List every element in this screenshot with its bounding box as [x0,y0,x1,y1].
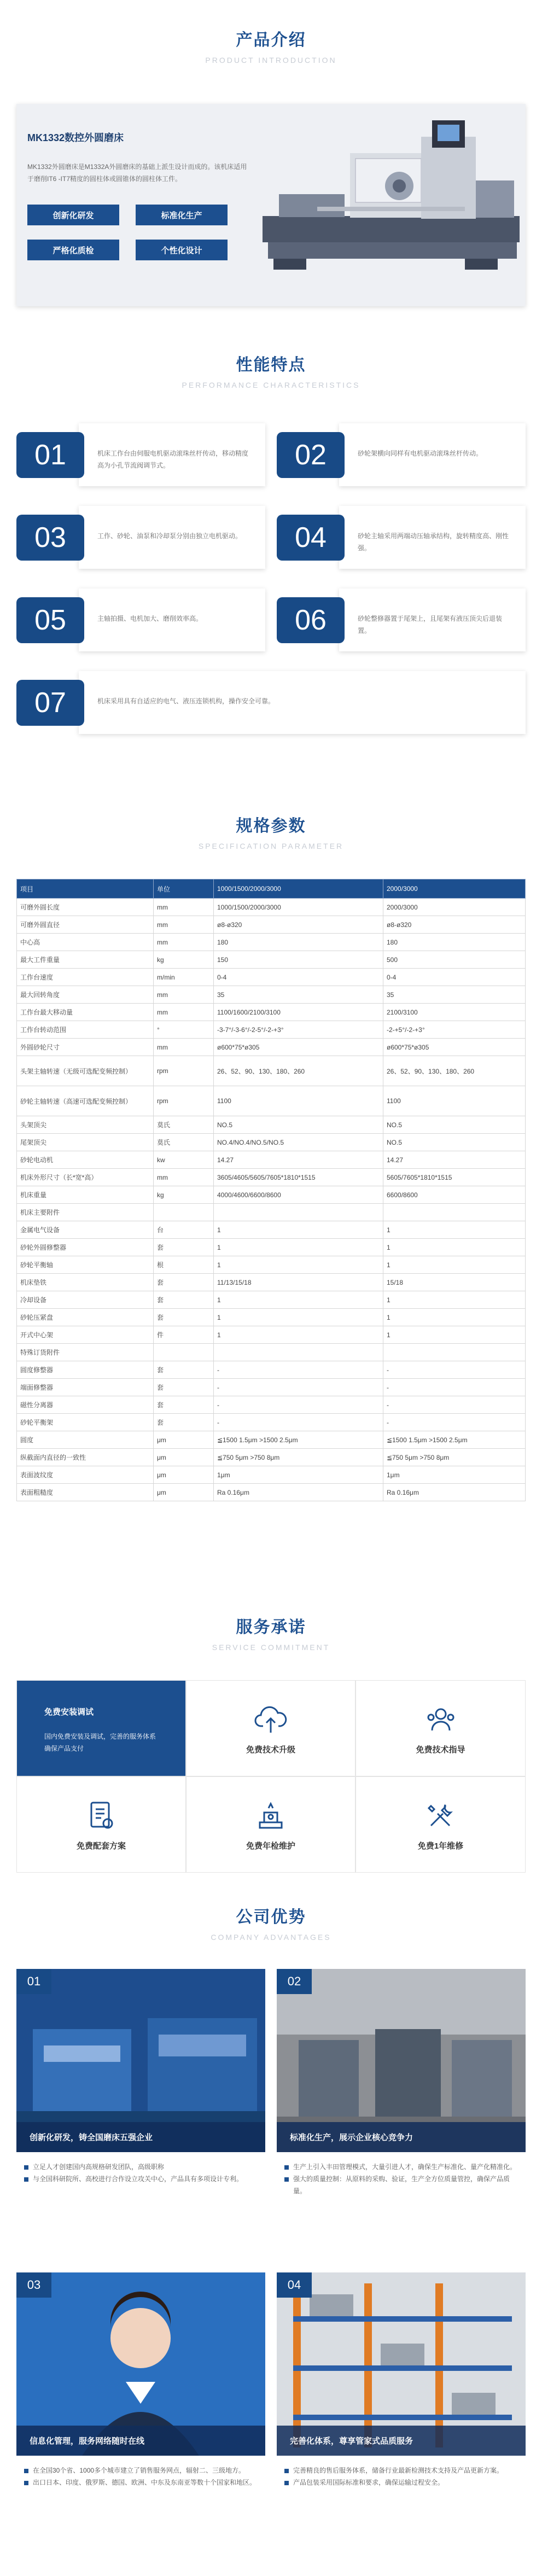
spec-cell: 2100/3100 [383,1004,526,1021]
spec-cell: 1100 [214,1086,383,1116]
spec-cell [154,1344,214,1361]
spec-cell: 3605/4605/5605/7605*1810*1515 [214,1169,383,1186]
spec-cell: 最大回转角度 [17,986,154,1004]
spec-cell: 台 [154,1221,214,1239]
advantage-list [16,2456,265,2576]
advantage-caption: 完善化体系，尊享管家式品质服务 [277,2426,526,2456]
specs-section [0,807,542,1608]
spec-table-body [17,899,526,1501]
tag-standard-button[interactable]: 标准化生产 [136,205,228,225]
spec-cell: - [383,1361,526,1379]
spec-cell: - [383,1414,526,1431]
spec-cell: - [214,1414,383,1431]
spec-cell: 5605/7605*1810*1515 [383,1169,526,1186]
spec-cell: 35 [383,986,526,1004]
feature-text: 工作、砂轮、油泵和冷却泵分别由独立电机驱动。 [79,506,265,569]
feature-text: 主轴拍摄、电机加大、磨削效率高。 [79,588,265,651]
spec-row [17,1274,526,1291]
maintenance-icon [253,1798,288,1833]
spec-cell: 0-4 [214,969,383,986]
spec-row [17,1484,526,1501]
spec-row [17,1361,526,1379]
spec-cell: mm [154,916,214,934]
spec-row [17,1151,526,1169]
spec-cell [214,1344,383,1361]
spec-cell: 1 [214,1239,383,1256]
spec-cell: 磁性分离器 [17,1396,154,1414]
feature-item [277,506,526,569]
spec-cell: 砂轮压紧盘 [17,1309,154,1326]
spec-cell: 500 [383,951,526,969]
spec-cell: 1 [214,1326,383,1344]
feature-text: 砂轮整修器置于尾架上，且尾架有液压顶尖后退装置。 [339,588,526,651]
spec-cell: 14.27 [214,1151,383,1169]
spec-cell: 6600/8600 [383,1186,526,1204]
spec-cell: 圆度 [17,1431,154,1449]
spec-cell: 件 [154,1326,214,1344]
feature-item [16,506,265,569]
product-tag-buttons [27,205,257,260]
advantage-caption: 创新化研发，铸全国磨床五强企业 [16,2122,265,2152]
spec-cell: 1 [383,1256,526,1274]
spec-cell: 冷却设备 [17,1291,154,1309]
spec-cell: 15/18 [383,1274,526,1291]
spec-cell: 机床垫铁 [17,1274,154,1291]
product-section [0,0,542,339]
advantage-image [277,2272,526,2456]
spec-cell: -2-+5°/-2-+3° [383,1021,526,1039]
wrench-screwdriver-icon [423,1798,458,1833]
spec-cell: 砂轮平衡轴 [17,1256,154,1274]
spec-cell: 根 [154,1256,214,1274]
spec-cell: ° [154,1021,214,1039]
spec-cell: 1 [383,1326,526,1344]
spec-cell: 头架顶尖 [17,1116,154,1134]
advantage-line: 在全国30个省、1000多个城市建立了销售服务网点，辐射二、三级地方。 [24,2464,258,2476]
feature-number: 03 [16,515,84,561]
spec-cell: 26、52、90、130、180、260 [214,1056,383,1086]
advantage-number: 02 [277,1969,312,1994]
spec-cell: 1 [383,1239,526,1256]
service-install-title: 免费安装调试 [44,1707,94,1717]
features-header [0,351,542,389]
spec-cell: 套 [154,1291,214,1309]
spec-row [17,1086,526,1116]
spec-cell: 最大工件重量 [17,951,154,969]
spec-cell: NO.5 [214,1116,383,1134]
spec-cell: 套 [154,1361,214,1379]
spec-row [17,1056,526,1086]
product-info [16,104,257,306]
spec-cell: 1 [214,1309,383,1326]
advantages-grid [16,1969,526,2576]
advantage-number: 01 [16,1969,51,1994]
spec-cell: - [383,1379,526,1396]
spec-cell: ≦750 5μm >750 8μm [383,1449,526,1466]
spec-header-cell: 项目 [17,879,154,899]
features-section [0,339,542,807]
service-item [16,1776,186,1873]
product-header [0,26,542,65]
spec-cell: 套 [154,1414,214,1431]
feature-number: 07 [16,680,84,726]
spec-cell: - [214,1361,383,1379]
spec-row [17,1134,526,1151]
advantage-caption: 信息化管理，服务网络随时在线 [16,2426,265,2456]
feature-number: 04 [277,515,345,561]
spec-cell: 套 [154,1239,214,1256]
spec-cell: 端面修整器 [17,1379,154,1396]
spec-cell: Ra 0.16μm [214,1484,383,1501]
spec-row [17,951,526,969]
spec-row [17,1326,526,1344]
service-grid [16,1680,526,1873]
specs-title: 规格参数 [236,817,306,835]
spec-cell: μm [154,1484,214,1501]
product-subtitle: PRODUCT INTRODUCTION [205,56,337,65]
spec-cell: kw [154,1151,214,1169]
service-install-desc: 国内免费安装及调试，完善的服务体系确保产品支付 [44,1733,156,1752]
spec-cell: μm [154,1466,214,1484]
spec-cell: mm [154,986,214,1004]
service-title: 服务承诺 [236,1618,306,1636]
spec-cell: 0-4 [383,969,526,986]
spec-header-cell: 单位 [154,879,214,899]
spec-row [17,986,526,1004]
advantage-image [16,1969,265,2152]
machine-image [257,104,526,306]
spec-cell: -3-7°/-3-6°/-2-5°/-2-+3° [214,1021,383,1039]
spec-cell: 26、52、90、130、180、260 [383,1056,526,1086]
advantage-number: 03 [16,2272,51,2298]
spec-table-header [17,879,526,899]
feature-item [277,588,526,651]
spec-cell: ø8-ø320 [383,916,526,934]
spec-cell: rpm [154,1056,214,1086]
spec-cell: 1 [214,1256,383,1274]
service-subtitle: SERVICE COMMITMENT [212,1643,330,1652]
spec-cell: 套 [154,1379,214,1396]
tag-quality-button[interactable]: 严格化质检 [27,240,119,260]
advantages-subtitle: COMPANY ADVANTAGES [211,1933,331,1942]
advantage-card [16,2272,265,2576]
spec-cell: 1100 [383,1086,526,1116]
spec-cell: m/min [154,969,214,986]
spec-cell: 1 [383,1221,526,1239]
advantage-line: 强大的质量控制：从原料的采购、验证，生产全方位质量管控，确保产品质量。 [284,2173,518,2197]
spec-row [17,1379,526,1396]
features-title: 性能特点 [236,356,306,374]
spec-cell: - [383,1396,526,1414]
spec-cell: 开式中心架 [17,1326,154,1344]
advantage-number: 04 [277,2272,312,2298]
spec-row [17,1221,526,1239]
spec-cell: 圆度修整器 [17,1361,154,1379]
spec-cell: ø600*75*ø305 [214,1039,383,1056]
specs-header [0,812,542,850]
spec-row [17,1256,526,1274]
spec-cell: 工作台速度 [17,969,154,986]
spec-cell: 套 [154,1396,214,1414]
tag-innovation-button[interactable]: 创新化研发 [27,205,119,225]
advantage-line: 完善精良的售后服务体系，储备行业最新检测技术支持及产品更新方案。 [284,2464,518,2476]
spec-row [17,1466,526,1484]
feature-number: 02 [277,432,345,478]
spec-cell: ≦750 5μm >750 8μm [214,1449,383,1466]
spec-cell: 套 [154,1309,214,1326]
spec-cell: NO.5 [383,1116,526,1134]
spec-cell: 套 [154,1274,214,1291]
spec-row [17,1004,526,1021]
advantage-list [16,2152,265,2272]
spec-cell: 1 [214,1291,383,1309]
feature-text: 砂轮架横向同样有电机驱动滚珠丝杆传动。 [339,423,526,486]
spec-cell: 1100/1600/2100/3100 [214,1004,383,1021]
spec-cell: μm [154,1431,214,1449]
spec-cell: 表面波纹度 [17,1466,154,1484]
feature-text: 机床工作台由伺服电机驱动滚珠丝杆传动，移动精度高为小孔节流阀调节式。 [79,423,265,486]
spec-cell: NO.4/NO.4/NO.5/NO.5 [214,1134,383,1151]
advantage-line: 立足人才创建国内高规格研发团队，高级职称 [24,2161,258,2173]
spec-cell: kg [154,951,214,969]
spec-cell [383,1204,526,1221]
features-grid [16,423,526,734]
spec-cell: 150 [214,951,383,969]
spec-row [17,1344,526,1361]
spec-cell: mm [154,1169,214,1186]
feature-text: 机床采用具有自适应的电气、液压连锁机构，操作安全可靠。 [79,671,526,734]
advantage-line: 产品包装采用国际标准和要求，确保运输过程安全。 [284,2476,518,2488]
service-item [186,1680,355,1776]
spec-cell: 1 [383,1291,526,1309]
service-item-label: 免费年检维护 [246,1841,295,1851]
advantages-title: 公司优势 [236,1908,306,1926]
cloud-upload-icon [253,1702,288,1737]
spec-cell: 35 [214,986,383,1004]
feature-item [277,423,526,486]
spec-cell: 1μm [214,1466,383,1484]
product-card [16,104,526,306]
spec-row [17,1204,526,1221]
spec-cell: 4000/4600/6600/8600 [214,1186,383,1204]
service-item [186,1776,355,1873]
service-install [16,1680,186,1776]
spec-cell: 180 [383,934,526,951]
advantage-card [277,1969,526,2272]
advantages-section [0,1898,542,2551]
spec-row [17,1414,526,1431]
service-item-label: 免费技术升级 [246,1745,295,1755]
spec-cell: 可磨外圆长度 [17,899,154,916]
spec-cell: mm [154,1039,214,1056]
spec-cell: Ra 0.16μm [383,1484,526,1501]
spec-cell: mm [154,1004,214,1021]
grinding-machine-illustration [257,104,525,306]
service-item-label: 免费1年维修 [417,1841,464,1851]
spec-cell: NO.5 [383,1134,526,1151]
service-item [355,1680,526,1776]
spec-header-cell: 1000/1500/2000/3000 [214,879,383,899]
spec-cell: μm [154,1449,214,1466]
spec-cell: mm [154,934,214,951]
spec-cell: 砂轮主轴转速（高速可选配变频控制） [17,1086,154,1116]
spec-cell: 机床重量 [17,1186,154,1204]
spec-cell: 工作台最大移动量 [17,1004,154,1021]
spec-row [17,1239,526,1256]
feature-number: 05 [16,597,84,643]
spec-cell: - [214,1379,383,1396]
spec-cell: 莫氏 [154,1116,214,1134]
spec-cell: 莫氏 [154,1134,214,1151]
spec-cell: 中心高 [17,934,154,951]
document-icon [84,1798,119,1833]
spec-cell: 表面粗糙度 [17,1484,154,1501]
advantage-line: 生产上引入丰田管理模式，大量引进人才，确保生产标准化、量产化精准化。 [284,2161,518,2173]
spec-row [17,1291,526,1309]
spec-cell: kg [154,1186,214,1204]
spec-cell: ø600*75*ø305 [383,1039,526,1056]
advantage-card [277,2272,526,2576]
service-item [355,1776,526,1873]
spec-cell: 14.27 [383,1151,526,1169]
spec-table [16,879,526,1501]
spec-cell: 头架主轴转速（无级可选配变频控制） [17,1056,154,1086]
spec-header-cell: 2000/3000 [383,879,526,899]
service-header [0,1613,542,1652]
features-subtitle: PERFORMANCE CHARACTERISTICS [182,381,360,389]
spec-cell: mm [154,899,214,916]
spec-cell: 特殊订货附件 [17,1344,154,1361]
spec-cell: 1μm [383,1466,526,1484]
spec-row [17,1021,526,1039]
advantage-list [277,2456,526,2576]
advantage-list [277,2152,526,2272]
advantage-image [16,2272,265,2456]
spec-cell: ≦1500 1.5μm >1500 2.5μm [383,1431,526,1449]
advantage-card [16,1969,265,2272]
spec-cell: 机床主要附件 [17,1204,154,1221]
tag-custom-button[interactable]: 个性化设计 [136,240,228,260]
spec-row [17,1039,526,1056]
spec-cell: 1 [214,1221,383,1239]
spec-row [17,934,526,951]
feature-number: 06 [277,597,345,643]
spec-row [17,1309,526,1326]
service-section [0,1608,542,1898]
spec-cell: rpm [154,1086,214,1116]
spec-cell: 纵截面内直径的一致性 [17,1449,154,1466]
spec-row [17,1116,526,1134]
spec-row [17,1396,526,1414]
service-item-label: 免费技术指导 [416,1745,465,1755]
product-name: MK1332数控外圆磨床 [27,132,124,143]
spec-cell: 1 [383,1309,526,1326]
spec-cell: 砂轮平衡架 [17,1414,154,1431]
spec-row [17,1431,526,1449]
spec-cell: - [214,1396,383,1414]
spec-row [17,1449,526,1466]
spec-row [17,916,526,934]
spec-cell: 1000/1500/2000/3000 [214,899,383,916]
feature-number: 01 [16,432,84,478]
team-icon [423,1702,458,1737]
spec-cell: 可磨外圆直径 [17,916,154,934]
advantage-caption: 标准化生产，展示企业核心竞争力 [277,2122,526,2152]
advantages-header [0,1903,542,1942]
spec-cell [154,1204,214,1221]
advantage-line: 与全国科研院所、高校进行合作设立攻关中心，产品具有多项设计专利。 [24,2173,258,2185]
spec-cell: 180 [214,934,383,951]
spec-row [17,1169,526,1186]
spec-cell: 机床外形尺寸（长*宽*高） [17,1169,154,1186]
service-item-label: 免费配套方案 [76,1841,126,1851]
spec-row [17,899,526,916]
spec-cell: 尾架顶尖 [17,1134,154,1151]
spec-cell [383,1344,526,1361]
spec-cell: ≦1500 1.5μm >1500 2.5μm [214,1431,383,1449]
spec-row [17,969,526,986]
advantage-line: 出口日本、印度、俄罗斯、德国、欧洲、中东及东南亚等数十个国家和地区。 [24,2476,258,2488]
spec-cell: 工作台转动范围 [17,1021,154,1039]
advantage-image [277,1969,526,2152]
spec-cell: ø8-ø320 [214,916,383,934]
feature-item [16,671,526,734]
spec-cell: 11/13/15/18 [214,1274,383,1291]
spec-row [17,1186,526,1204]
spec-cell: 金属电气设备 [17,1221,154,1239]
spec-cell: 2000/3000 [383,899,526,916]
product-title: 产品介绍 [236,31,306,49]
feature-text: 砂轮主轴采用两端动压轴承结构，旋转精度高、刚性强。 [339,506,526,569]
specs-subtitle: SPECIFICATION PARAMETER [198,842,344,850]
spec-cell: 砂轮电动机 [17,1151,154,1169]
spec-cell [214,1204,383,1221]
product-description: MK1332外圆磨床是M1332A外圆磨床的基础上派生设计而成的。该机床适用于磨削IT6 -IT7精度的圆柱体或圆锥体的圆柱体工件。 [27,163,247,183]
spec-cell: 外圆砂轮尺寸 [17,1039,154,1056]
feature-item [16,588,265,651]
feature-item [16,423,265,486]
spec-cell: 砂轮外圆修整器 [17,1239,154,1256]
